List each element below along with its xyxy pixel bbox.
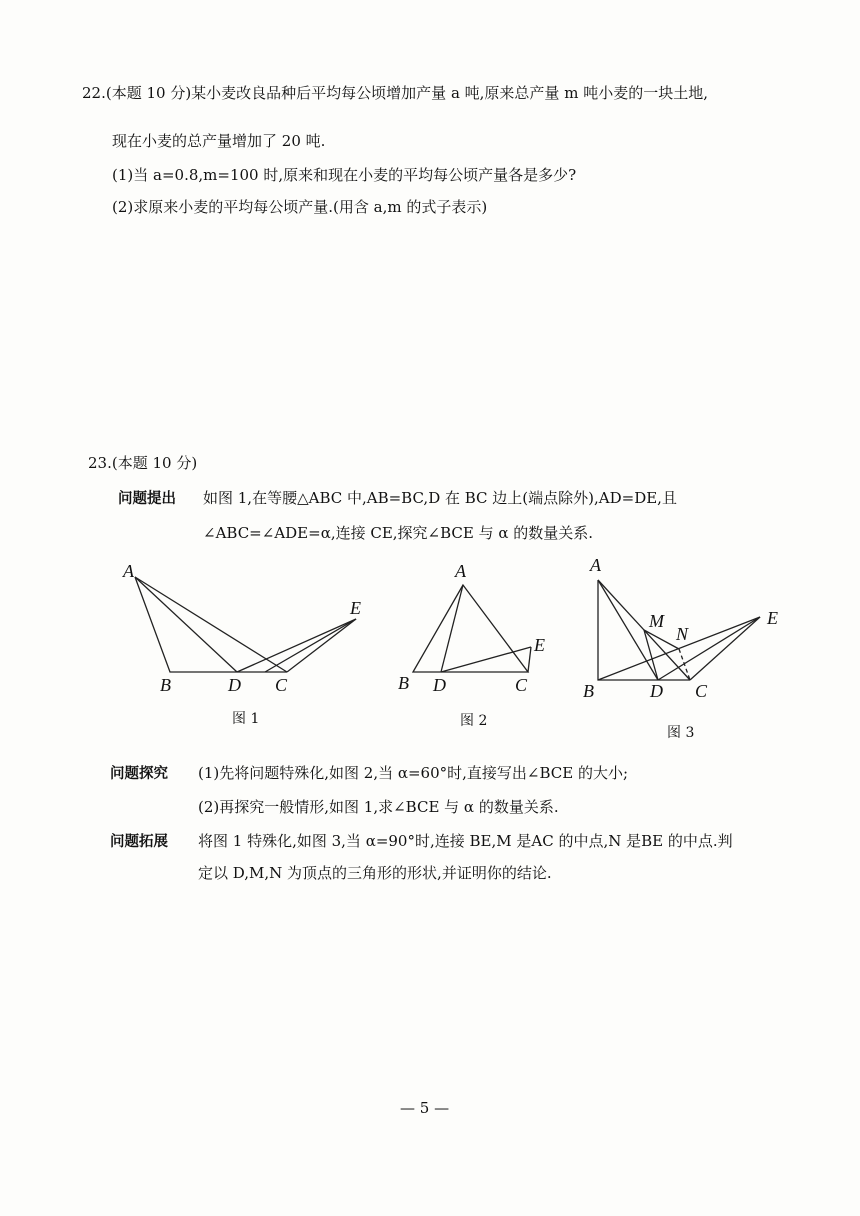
fig3-label-n: N [676,624,689,644]
fig2-segment-de [441,647,531,672]
fig2-segment-ce [528,647,531,672]
q22-line1: 22.(本题 10 分)某小麦改良品种后平均每公顷增加产量 a 吨,原来总产量 m 吨小麦的一块土地, [82,84,708,102]
q23-s1-line1: 如图 1,在等腰△ABC 中,AB=BC,D 在 BC 边上(端点除外),AD=DE,且 [203,489,677,507]
figure-2-caption: 图 2 [460,713,488,729]
fig2-segment-ad [441,585,463,672]
section-heading-problem: 问题提出 [118,491,176,507]
fig1-label-b: B [160,675,171,695]
fig1-label-d: D [228,675,241,695]
q23-s1-line2: ∠ABC=∠ADE=α,连接 CE,探究∠BCE 与 α 的数量关系. [203,524,594,542]
fig1-label-c: C [275,675,288,695]
fig1-segment-ac [135,577,287,672]
fig2-label-b: B [398,673,409,693]
fig3-segment-de [658,617,760,680]
fig3-label-m: M [649,611,664,631]
figure-1-caption: 图 1 [232,711,260,727]
fig3-label-b: B [583,681,594,701]
q22-part2: (2)求原来小麦的平均每公顷产量.(用含 a,m 的式子表示) [112,198,488,216]
fig2-label-d: D [433,675,446,695]
fig3-label-a: A [590,555,601,575]
figure-3 [580,555,810,701]
fig2-label-e: E [534,635,545,655]
fig3-segment-ce [690,617,760,680]
fig2-label-a: A [455,561,466,581]
q23-s3-line2: 定以 D,M,N 为顶点的三角形的形状,并证明你的结论. [198,864,552,882]
q22-part1: (1)当 a=0.8,m=100 时,原来和现在小麦的平均每公顷产量各是多少? [112,166,577,184]
figure-1 [115,561,375,695]
figure-3-caption: 图 3 [667,725,695,741]
figure-2 [393,561,563,695]
fig3-label-d: D [650,681,663,701]
fig3-segment-mn [644,630,679,649]
q23-s3-line1: 将图 1 特殊化,如图 3,当 α=90°时,连接 BE,M 是AC 的中点,N 是BE 的中点.判 [198,832,733,850]
fig1-label-a: A [123,561,134,581]
q23-s2-line1: (1)先将问题特殊化,如图 2,当 α=60°时,直接写出∠BCE 的大小; [198,764,629,782]
fig3-segment-nd [679,649,690,680]
section-heading-explore: 问题探究 [110,766,168,782]
q23-title: 23.(本题 10 分) [88,454,198,472]
page-number: — 5 — [400,1099,450,1117]
fig3-label-e: E [767,608,778,628]
fig2-triangle-abc [413,585,528,672]
fig1-label-e: E [350,598,361,618]
q22-line2: 现在小麦的总产量增加了 20 吨. [112,132,326,150]
section-heading-extend: 问题拓展 [110,834,168,850]
fig2-label-c: C [515,675,528,695]
fig1-segment-ad [135,577,237,672]
q23-s2-line2: (2)再探究一般情形,如图 1,求∠BCE 与 α 的数量关系. [198,798,559,816]
fig3-label-c: C [695,681,708,701]
fig1-segment-extra [265,619,356,672]
